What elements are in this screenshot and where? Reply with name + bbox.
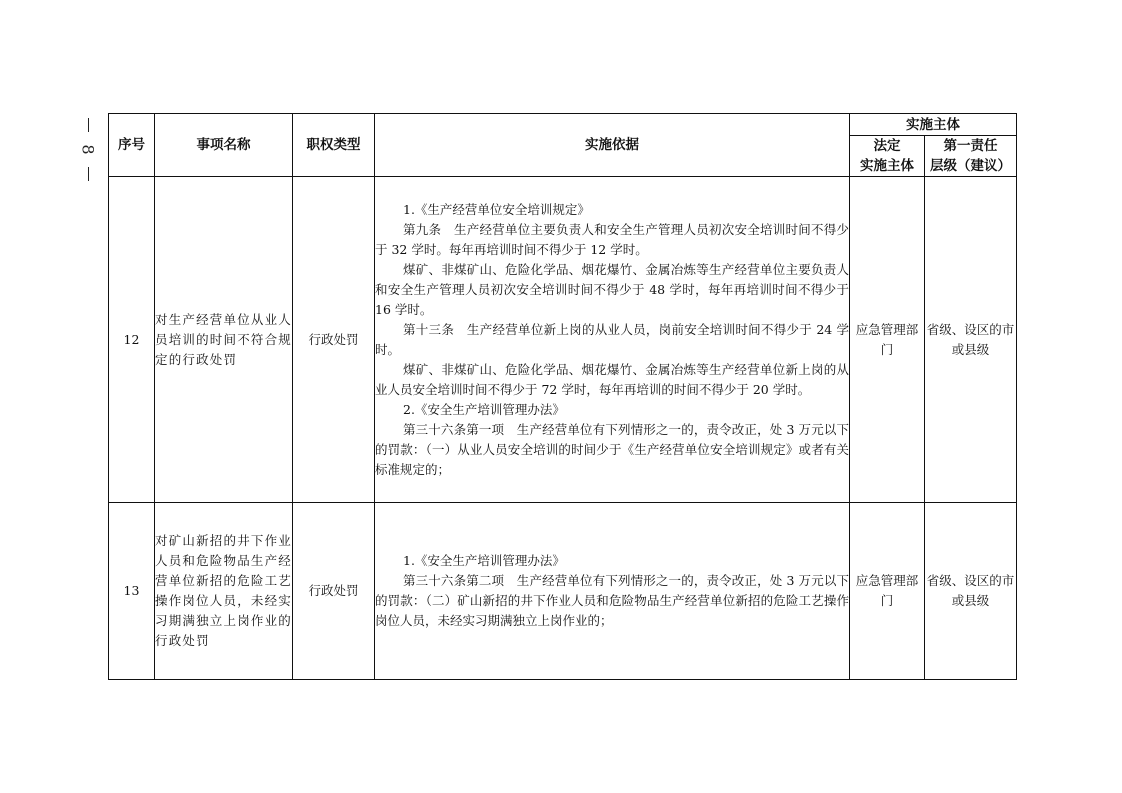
page-number-dash-bottom <box>88 167 89 181</box>
basis-line: 煤矿、非煤矿山、危险化学品、烟花爆竹、金属冶炼等生产经营单位主要负责人和安全生产管理人员初次安全培训时间不得少于 48 学时，每年再培训时间不得少于 16 学时。 <box>375 261 849 317</box>
row-authority-type: 行政处罚 <box>293 177 375 503</box>
basis-line: 第三十六条第一项 生产经营单位有下列情形之一的，责令改正，处 3 万元以下的罚款：（一）从业人员安全培训的时间少于《生产经营单位安全培训规定》或者有关标准规定的； <box>375 421 849 477</box>
header-basis: 实施依据 <box>375 114 850 177</box>
header-seq: 序号 <box>109 114 155 177</box>
basis-line: 1.《生产经营单位安全培训规定》 <box>403 201 590 217</box>
row-level: 省级、设区的市或县级 <box>925 503 1017 680</box>
basis-line: 第三十六条第二项 生产经营单位有下列情形之一的，责令改正，处 3 万元以下的罚款：（二）矿山新招的井下作业人员和危险物品生产经营单位新招的危险工艺操作岗位人员，未经实习期满独立上岗作业的； <box>375 573 849 628</box>
basis-line: 煤矿、非煤矿山、危险化学品、烟花爆竹、金属冶炼等生产经营单位新上岗的从业人员安全培训时间不得少于 72 学时，每年再培训的时间不得少于 20 学时。 <box>375 361 849 397</box>
row-basis <box>375 177 850 503</box>
row-item-name: 对矿山新招的井下作业人员和危险物品生产经营单位新招的危险工艺操作岗位人员，未经实习期满独立上岗作业的行政处罚 <box>155 503 293 680</box>
row-legal-subject: 应急管理部门 <box>850 177 925 503</box>
row-seq: 13 <box>109 503 155 680</box>
basis-line: 2.《安全生产培训管理办法》 <box>403 401 565 417</box>
row-legal-subject: 应急管理部门 <box>850 503 925 680</box>
page-number-value: 8 <box>78 144 98 155</box>
row-authority-type: 行政处罚 <box>293 503 375 680</box>
basis-line: 第十三条 生产经营单位新上岗的从业人员，岗前安全培训时间不得少于 24 学时。 <box>375 321 849 357</box>
row-level: 省级、设区的市或县级 <box>925 177 1017 503</box>
row-basis <box>375 503 850 680</box>
header-type: 职权类型 <box>293 114 375 177</box>
header-subject-group: 实施主体 <box>850 114 1017 136</box>
basis-line: 第九条 生产经营单位主要负责人和安全生产管理人员初次安全培训时间不得少于 32 学时。每年再培训时间不得少于 12 学时。 <box>375 221 849 257</box>
row-seq: 12 <box>109 177 155 503</box>
header-legal-subject: 法定 实施主体 <box>850 136 925 177</box>
table-row <box>109 503 1017 680</box>
header-level: 第一责任 层级（建议） <box>925 136 1017 177</box>
row-item-name: 对生产经营单位从业人员培训的时间不符合规定的行政处罚 <box>155 177 293 503</box>
table-row <box>109 177 1017 503</box>
basis-line: 1.《安全生产培训管理办法》 <box>403 553 565 568</box>
page-number <box>76 118 100 198</box>
page-number-dash-top <box>88 118 89 132</box>
header-name: 事项名称 <box>155 114 293 177</box>
authority-table <box>108 113 1017 680</box>
